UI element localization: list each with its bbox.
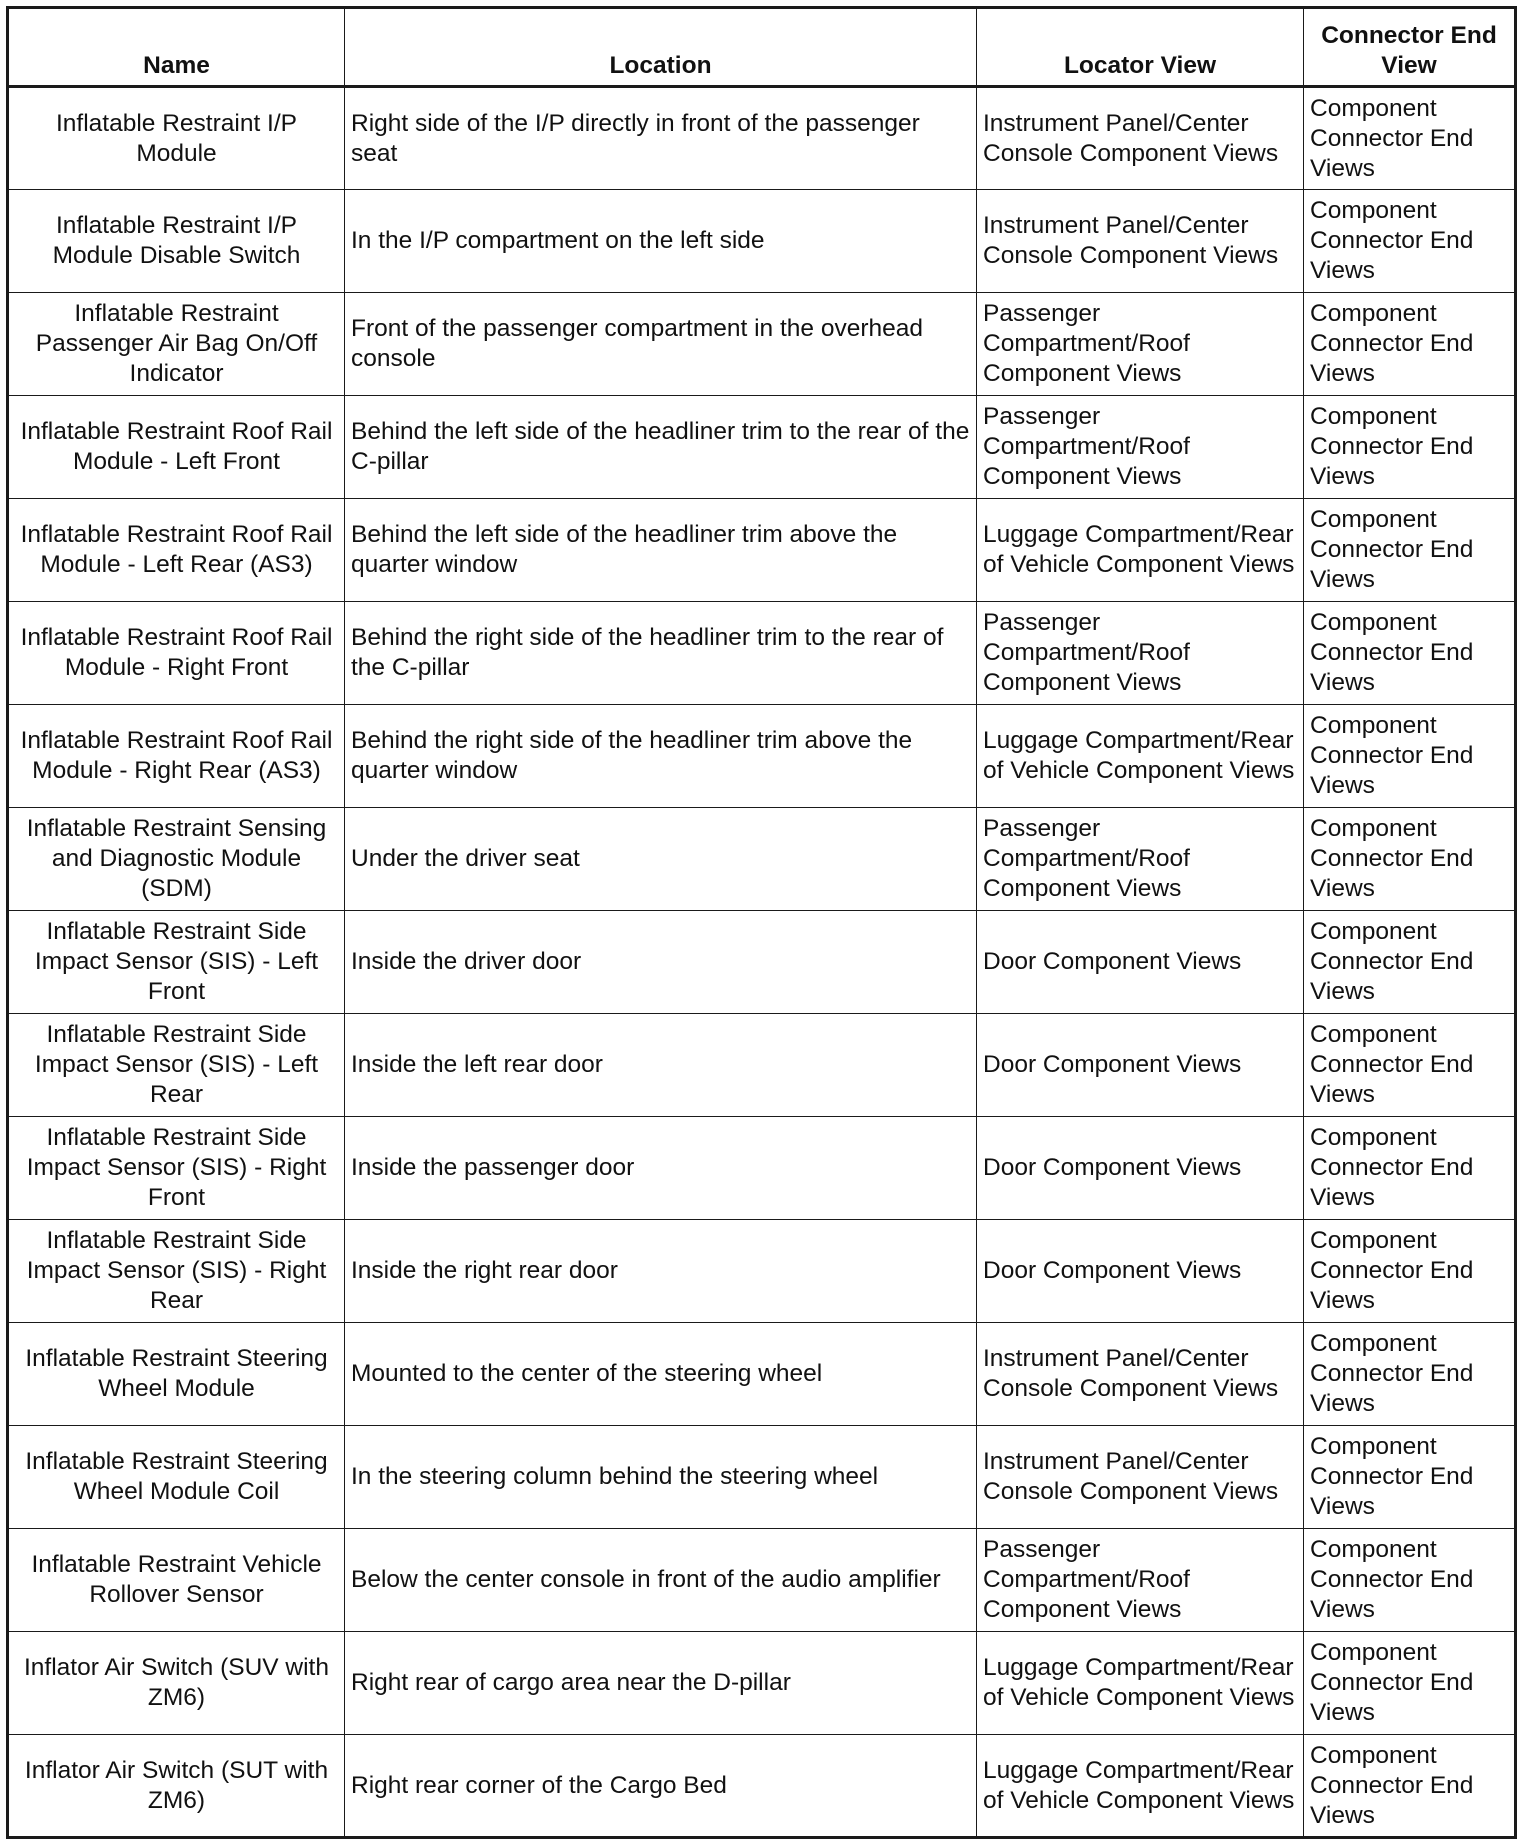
- cell-location: Below the center console in front of the audio amplifier: [345, 1529, 977, 1632]
- cell-location: Inside the passenger door: [345, 1117, 977, 1220]
- table-row: [8, 1632, 1516, 1735]
- cell-name: Inflatable Restraint Passenger Air Bag On/Off Indicator: [8, 293, 345, 396]
- cell-connector-end-view: Component Connector End Views: [1304, 499, 1516, 602]
- table-row: [8, 1529, 1516, 1632]
- cell-connector-end-view: Component Connector End Views: [1304, 705, 1516, 808]
- cell-location: Behind the left side of the headliner trim to the rear of the C-pillar: [345, 396, 977, 499]
- cell-locator-view: Door Component Views: [977, 1220, 1304, 1323]
- cell-name: Inflatable Restraint Roof Rail Module - Right Front: [8, 602, 345, 705]
- cell-locator-view: Passenger Compartment/Roof Component Views: [977, 602, 1304, 705]
- cell-locator-view: Passenger Compartment/Roof Component Views: [977, 396, 1304, 499]
- cell-name: Inflatable Restraint Side Impact Sensor (SIS) - Right Front: [8, 1117, 345, 1220]
- cell-location: Inside the left rear door: [345, 1014, 977, 1117]
- table-row: [8, 293, 1516, 396]
- cell-location: Right rear corner of the Cargo Bed: [345, 1735, 977, 1838]
- component-locator-table: [6, 6, 1517, 1839]
- cell-connector-end-view: Component Connector End Views: [1304, 1529, 1516, 1632]
- cell-locator-view: Luggage Compartment/Rear of Vehicle Component Views: [977, 1632, 1304, 1735]
- table-row: [8, 396, 1516, 499]
- cell-locator-view: Luggage Compartment/Rear of Vehicle Component Views: [977, 499, 1304, 602]
- header-location: Location: [345, 8, 977, 87]
- cell-name: Inflatable Restraint Side Impact Sensor (SIS) - Left Rear: [8, 1014, 345, 1117]
- cell-connector-end-view: Component Connector End Views: [1304, 808, 1516, 911]
- component-locator-table-wrapper: [6, 6, 1517, 1839]
- cell-locator-view: Door Component Views: [977, 1117, 1304, 1220]
- cell-location: In the steering column behind the steering wheel: [345, 1426, 977, 1529]
- cell-locator-view: Instrument Panel/Center Console Component Views: [977, 1323, 1304, 1426]
- cell-name: Inflator Air Switch (SUT with ZM6): [8, 1735, 345, 1838]
- cell-locator-view: Door Component Views: [977, 911, 1304, 1014]
- table-row: [8, 808, 1516, 911]
- table-row: [8, 705, 1516, 808]
- cell-name: Inflatable Restraint Side Impact Sensor (SIS) - Left Front: [8, 911, 345, 1014]
- cell-location: Inside the driver door: [345, 911, 977, 1014]
- table-row: [8, 1014, 1516, 1117]
- cell-name: Inflatable Restraint Roof Rail Module - Left Front: [8, 396, 345, 499]
- cell-location: Mounted to the center of the steering wheel: [345, 1323, 977, 1426]
- cell-connector-end-view: Component Connector End Views: [1304, 1014, 1516, 1117]
- table-row: [8, 1323, 1516, 1426]
- cell-name: Inflatable Restraint Steering Wheel Module Coil: [8, 1426, 345, 1529]
- cell-name: Inflatable Restraint Roof Rail Module - Left Rear (AS3): [8, 499, 345, 602]
- table-row: [8, 1426, 1516, 1529]
- cell-location: Right side of the I/P directly in front of the passenger seat: [345, 87, 977, 190]
- table-row: [8, 190, 1516, 293]
- table-row: [8, 499, 1516, 602]
- cell-connector-end-view: Component Connector End Views: [1304, 87, 1516, 190]
- cell-connector-end-view: Component Connector End Views: [1304, 293, 1516, 396]
- cell-connector-end-view: Component Connector End Views: [1304, 1632, 1516, 1735]
- table-row: [8, 602, 1516, 705]
- cell-locator-view: Passenger Compartment/Roof Component Views: [977, 1529, 1304, 1632]
- cell-locator-view: Luggage Compartment/Rear of Vehicle Component Views: [977, 705, 1304, 808]
- cell-connector-end-view: Component Connector End Views: [1304, 1735, 1516, 1838]
- header-connector-end-view: Connector End View: [1304, 8, 1516, 87]
- table-header: [8, 8, 1516, 87]
- cell-connector-end-view: Component Connector End Views: [1304, 190, 1516, 293]
- cell-locator-view: Instrument Panel/Center Console Component Views: [977, 1426, 1304, 1529]
- cell-connector-end-view: Component Connector End Views: [1304, 396, 1516, 499]
- table-body: [8, 87, 1516, 1838]
- cell-connector-end-view: Component Connector End Views: [1304, 1323, 1516, 1426]
- cell-locator-view: Instrument Panel/Center Console Component Views: [977, 190, 1304, 293]
- cell-locator-view: Passenger Compartment/Roof Component Views: [977, 808, 1304, 911]
- cell-name: Inflatable Restraint Sensing and Diagnostic Module (SDM): [8, 808, 345, 911]
- table-row: [8, 1220, 1516, 1323]
- cell-locator-view: Passenger Compartment/Roof Component Views: [977, 293, 1304, 396]
- cell-connector-end-view: Component Connector End Views: [1304, 911, 1516, 1014]
- cell-connector-end-view: Component Connector End Views: [1304, 602, 1516, 705]
- cell-location: Behind the right side of the headliner trim above the quarter window: [345, 705, 977, 808]
- cell-location: Inside the right rear door: [345, 1220, 977, 1323]
- header-name: Name: [8, 8, 345, 87]
- cell-location: In the I/P compartment on the left side: [345, 190, 977, 293]
- table-row: [8, 1735, 1516, 1838]
- cell-name: Inflatable Restraint Vehicle Rollover Sensor: [8, 1529, 345, 1632]
- cell-name: Inflatable Restraint Steering Wheel Module: [8, 1323, 345, 1426]
- cell-connector-end-view: Component Connector End Views: [1304, 1220, 1516, 1323]
- cell-connector-end-view: Component Connector End Views: [1304, 1426, 1516, 1529]
- cell-locator-view: Luggage Compartment/Rear of Vehicle Component Views: [977, 1735, 1304, 1838]
- cell-location: Right rear of cargo area near the D-pillar: [345, 1632, 977, 1735]
- cell-name: Inflatable Restraint I/P Module Disable Switch: [8, 190, 345, 293]
- cell-locator-view: Instrument Panel/Center Console Component Views: [977, 87, 1304, 190]
- table-row: [8, 87, 1516, 190]
- table-row: [8, 1117, 1516, 1220]
- cell-location: Behind the left side of the headliner trim above the quarter window: [345, 499, 977, 602]
- cell-location: Front of the passenger compartment in the overhead console: [345, 293, 977, 396]
- cell-location: Behind the right side of the headliner trim to the rear of the C-pillar: [345, 602, 977, 705]
- cell-location: Under the driver seat: [345, 808, 977, 911]
- cell-name: Inflatable Restraint Roof Rail Module - Right Rear (AS3): [8, 705, 345, 808]
- cell-name: Inflatable Restraint Side Impact Sensor (SIS) - Right Rear: [8, 1220, 345, 1323]
- table-row: [8, 911, 1516, 1014]
- header-row: [8, 8, 1516, 87]
- cell-connector-end-view: Component Connector End Views: [1304, 1117, 1516, 1220]
- cell-name: Inflator Air Switch (SUV with ZM6): [8, 1632, 345, 1735]
- cell-name: Inflatable Restraint I/P Module: [8, 87, 345, 190]
- cell-locator-view: Door Component Views: [977, 1014, 1304, 1117]
- header-locator-view: Locator View: [977, 8, 1304, 87]
